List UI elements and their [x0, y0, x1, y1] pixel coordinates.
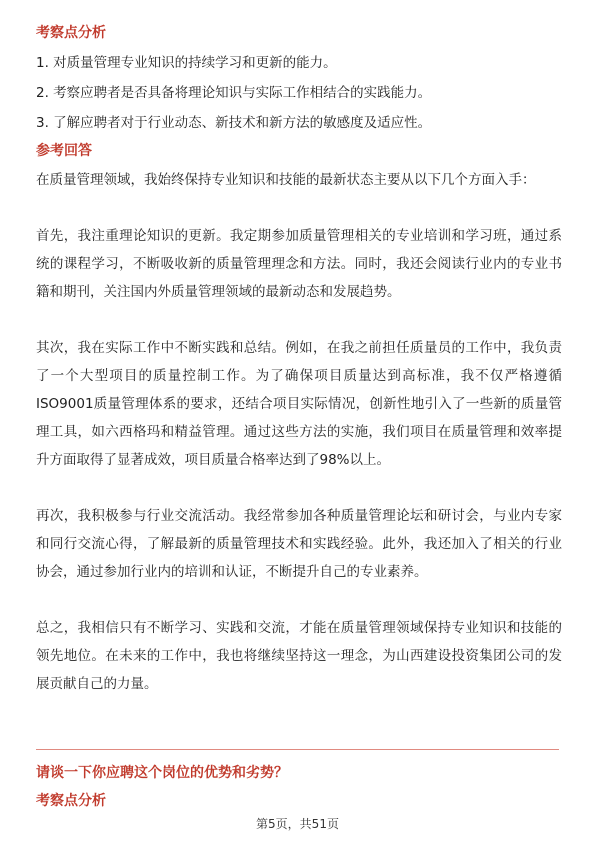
page-number-footer: 第5页，共51页	[256, 817, 339, 831]
analysis-points	[36, 48, 562, 138]
reference-answer-heading: 参考回答	[36, 143, 92, 159]
analysis-point-1: 1. 对质量管理专业知识的持续学习和更新的能力。	[36, 55, 337, 71]
answer-paragraph-second: 其次，我在实际工作中不断实践和总结。例如，在我之前担任质量员的工作中，我负责了一个大型项目的质量控制工作。为了确保项目质量达到高标准，我不仅严格遵循ISO9001质量管理体系的要求，还结合项目实际情况，创新性地引入了一些新的质量管理工具，如六西格玛和精益管理。通过这些方法的实施，我们项目在质量管理和效率提升方面取得了显著成效，项目质量合格率达到了98%以上。	[36, 340, 562, 468]
reference-answer-body	[36, 166, 562, 698]
analysis-point-2: 2. 考察应聘者是否具备将理论知识与实际工作相结合的实践能力。	[36, 85, 432, 101]
answer-paragraph-intro: 在质量管理领域，我始终保持专业知识和技能的最新状态主要从以下几个方面入手：	[36, 172, 536, 188]
answer-paragraph-third: 再次，我积极参与行业交流活动。我经常参加各种质量管理论坛和研讨会，与业内专家和同行交流心得，了解最新的质量管理技术和实践经验。此外，我还加入了相关的行业协会，通过参加行业内的培训和认证，不断提升自己的专业素养。	[36, 508, 562, 580]
next-question-title: 请谈一下你应聘这个岗位的优势和劣势？	[36, 765, 288, 781]
section-divider	[36, 749, 559, 750]
next-analysis-heading: 考察点分析	[36, 793, 106, 809]
analysis-heading: 考察点分析	[36, 25, 106, 41]
analysis-point-3: 3. 了解应聘者对于行业动态、新技术和新方法的敏感度及适应性。	[36, 115, 432, 131]
page-content	[36, 22, 562, 698]
answer-paragraph-conclusion: 总之，我相信只有不断学习、实践和交流，才能在质量管理领域保持专业知识和技能的领先地位。在未来的工作中，我也将继续坚持这一理念，为山西建设投资集团公司的发展贡献自己的力量。	[36, 620, 562, 692]
answer-paragraph-first: 首先，我注重理论知识的更新。我定期参加质量管理相关的专业培训和学习班，通过系统的课程学习，不断吸收新的质量管理理念和方法。同时，我还会阅读行业内的专业书籍和期刊，关注国内外质量管理领域的最新动态和发展趋势。	[36, 228, 562, 300]
